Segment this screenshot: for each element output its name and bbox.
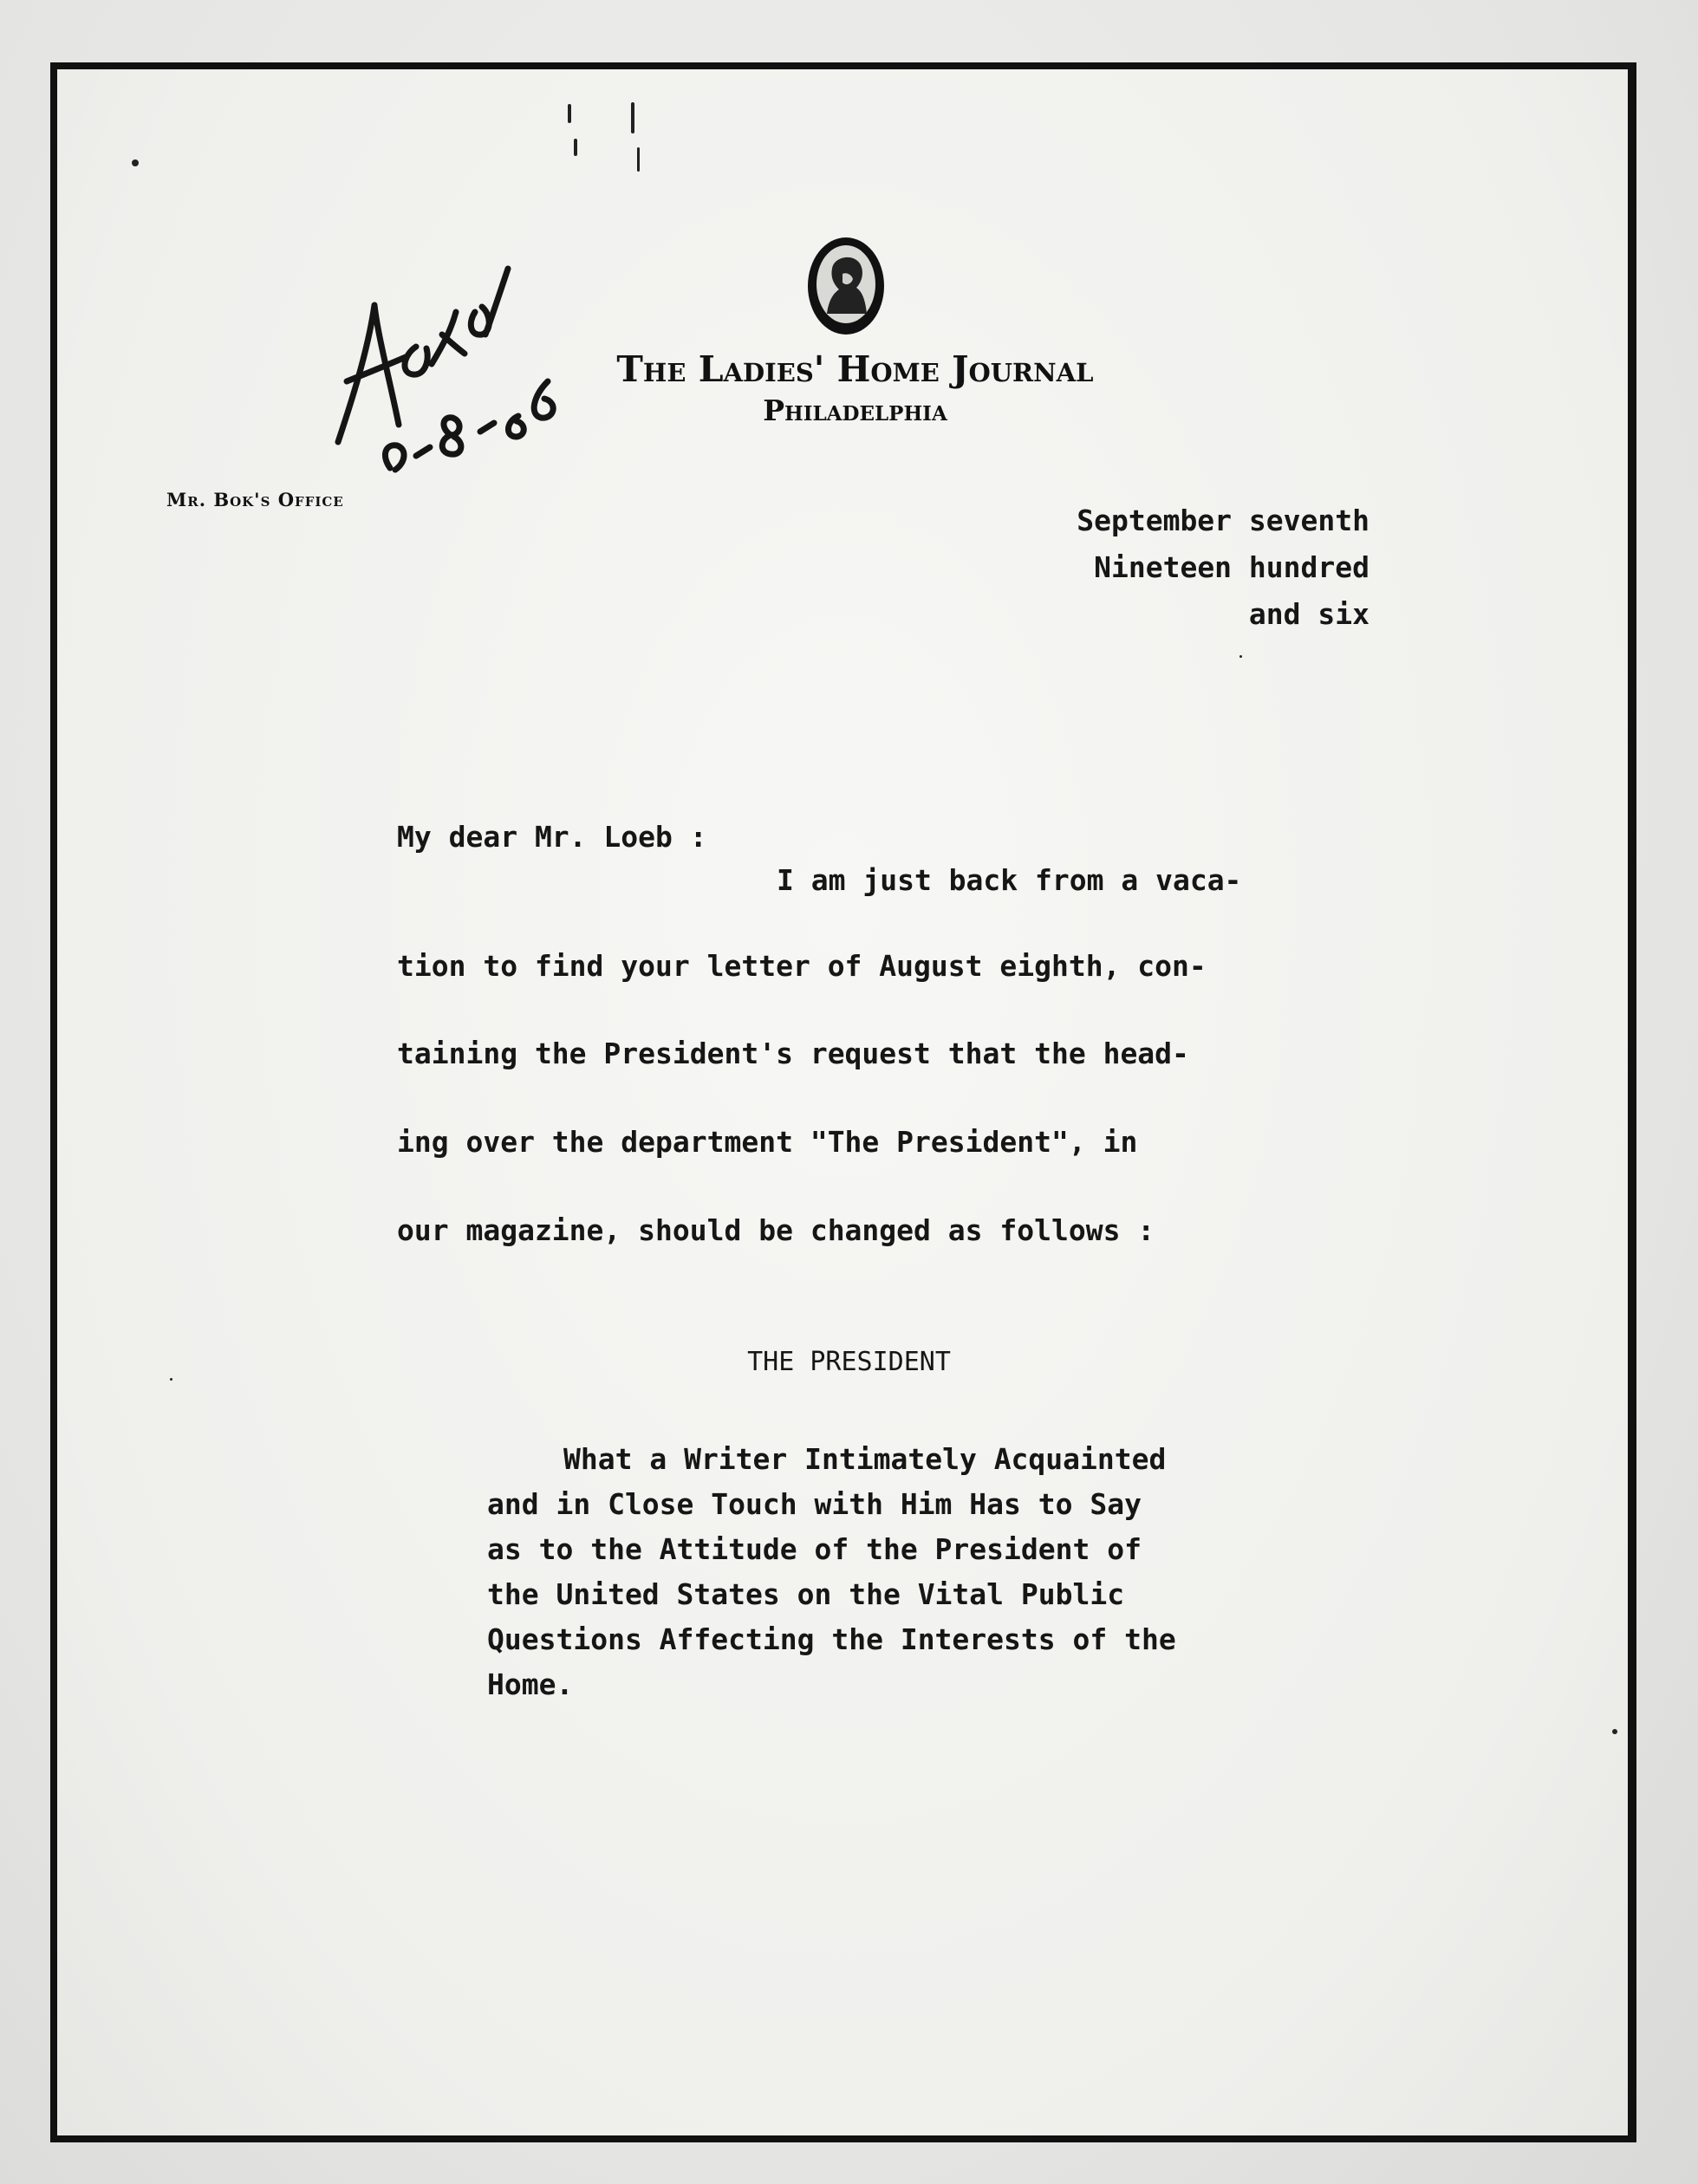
department-heading: THE PRESIDENT	[747, 1347, 951, 1377]
cameo-portrait-logo-icon	[804, 234, 888, 338]
journal-name: The Ladies' Home Journal	[616, 348, 1094, 390]
subtitle-line: Questions Affecting the Interests of the	[487, 1622, 1176, 1656]
salutation: My dear Mr. Loeb :	[397, 820, 707, 854]
body-line: ing over the department "The President", in	[397, 1125, 1138, 1159]
letter-date	[1040, 497, 1369, 638]
body-line: our magazine, should be changed as follows :	[397, 1213, 1155, 1247]
subtitle-line: Home.	[487, 1667, 574, 1701]
scan-speck	[637, 147, 640, 172]
body-line: taining the President's request that the head-	[397, 1037, 1189, 1070]
date-line: Nineteen hundred	[1094, 550, 1369, 584]
scan-speck	[631, 102, 634, 133]
subtitle-line: What a Writer Intimately Acquainted	[563, 1442, 1167, 1476]
subtitle-line: and in Close Touch with Him Has to Say	[487, 1487, 1142, 1521]
body-line: I am just back from a vaca-	[777, 863, 1242, 897]
subtitle-line: the United States on the Vital Public	[487, 1577, 1125, 1611]
scan-speck	[1239, 655, 1242, 658]
body-line: tion to find your letter of August eighth, con-	[397, 949, 1207, 983]
department-subtitle	[487, 1437, 1176, 1707]
scan-speck	[1612, 1729, 1617, 1734]
journal-city: Philadelphia	[763, 393, 947, 427]
office-label: Mr. Bok's Office	[166, 489, 344, 510]
scan-speck	[574, 139, 577, 156]
date-line: September seventh	[1077, 504, 1369, 537]
scan-speck	[170, 1378, 172, 1381]
date-line: and six	[1248, 597, 1369, 631]
subtitle-line: as to the Attitude of the President of	[487, 1532, 1142, 1566]
scan-speck	[132, 159, 139, 166]
scan-speck	[568, 104, 571, 123]
